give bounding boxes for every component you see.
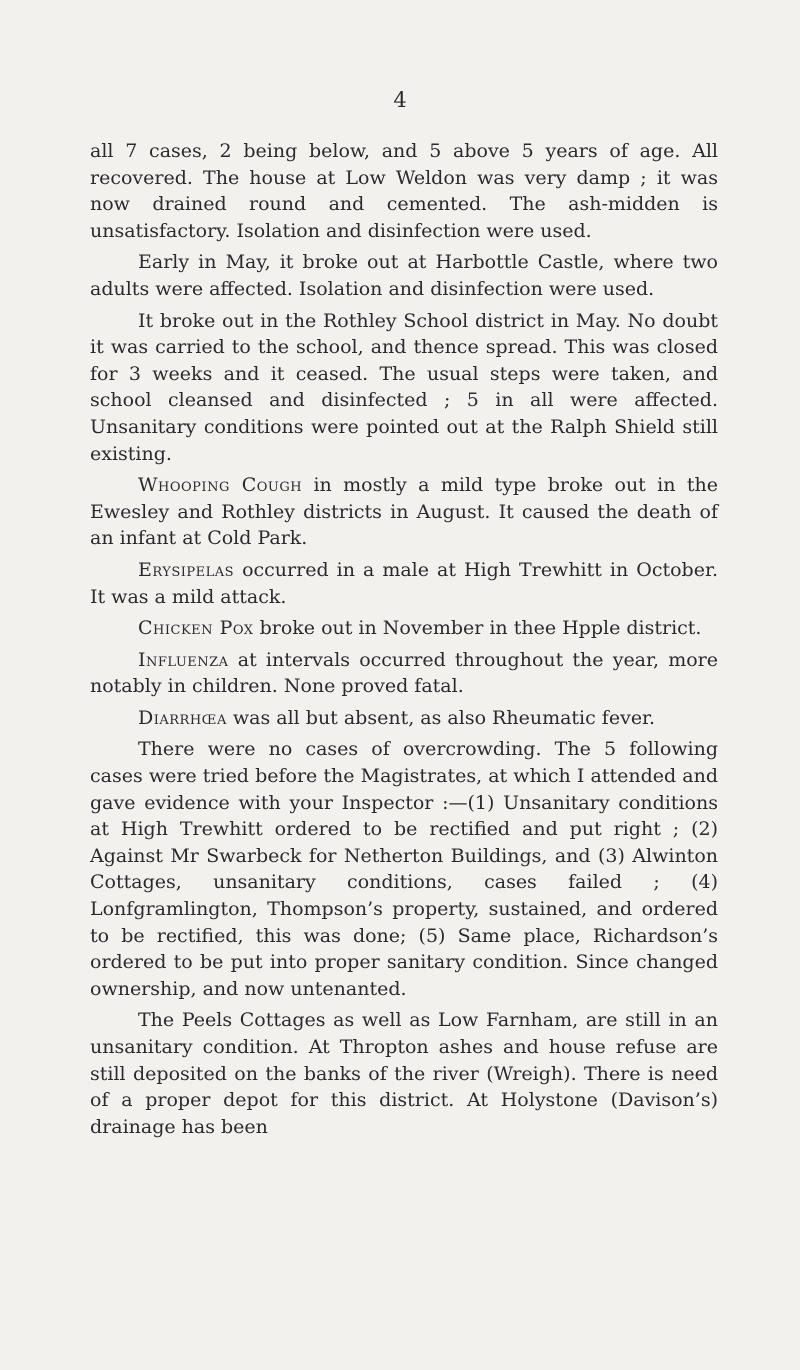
- paragraph-3: [90, 308, 718, 468]
- paragraph-text: There were no cases of overcrowding. The 5 following cases were tried before the Magistrates, at which I attended and gave evidence with your Inspector :—(1) Unsanitary conditions at High Trewhitt ordered to be rectified and put right ; (2) Against Mr Swarbeck for Netherton Buildings, and (3) Alwinton Cottages, unsanitary conditions, cases failed ; (4) Lonfgramlington, Thompson’s property, sustained, and ordered to be rectified, this was done; (5) Same place, Richardson’s ordered to be put into proper sanitary condition. Since changed ownership, and now untenanted.: [90, 738, 718, 1000]
- paragraph-text: all 7 cases, 2 being below, and 5 above 5 years of age. All recovered. The house at Low Weldon was very damp ; it was now drained round and cemented. The ash-midden is unsatisfactory. Isolation and disinfection were used.: [90, 140, 718, 242]
- paragraph-whooping-cough: [90, 472, 718, 552]
- paragraph-overcrowding: [90, 736, 718, 1002]
- paragraph-text: The Peels Cottages as well as Low Farnham, are still in an unsanitary condition. At Thropton ashes and house refuse are still deposited on the banks of the river (Wreigh). There is need of a proper depot for this district. At Holystone (Davison’s) drainage has been: [90, 1009, 718, 1138]
- paragraph-1: [90, 138, 718, 244]
- paragraph-diarrhoea: [90, 705, 718, 732]
- paragraph-chicken-pox: [90, 615, 718, 642]
- paragraph-text: in mostly a mild type broke out in the Ewesley and Rothley districts in August. It caused the death of an infant at Cold Park.: [90, 474, 718, 550]
- paragraph-text: at intervals occurred throughout the year, more notably in children. None proved fatal.: [90, 648, 718, 698]
- paragraph-text: Early in May, it broke out at Harbottle Castle, where two adults were affected. Isolation and disinfection were used.: [90, 251, 718, 300]
- disease-heading: Whooping Cough: [138, 474, 303, 497]
- disease-heading: Influenza: [138, 648, 229, 671]
- paragraph-text: was all but absent, as also Rheumatic fever.: [226, 706, 656, 729]
- paragraph-text: It broke out in the Rothley School district in May. No doubt it was carried to the school, and thence spread. This was closed for 3 weeks and it ceased. The usual steps were taken, and school cleansed and disinfected ; 5 in all were affected. Unsanitary conditions were pointed out at the Ralph Shield still existing.: [90, 309, 718, 465]
- paragraph-text: broke out in November in thee Hpple district.: [253, 617, 702, 640]
- disease-heading: Diarrhœa: [138, 706, 227, 729]
- paragraph-influenza: [90, 647, 718, 700]
- disease-heading: Erysipelas: [138, 558, 235, 581]
- paragraph-2: [90, 249, 718, 302]
- page-number: 4: [393, 88, 407, 112]
- paragraph-peels-cottages: [90, 1007, 718, 1140]
- disease-heading: Chicken Pox: [138, 617, 254, 640]
- body-text: [90, 138, 718, 1145]
- paragraph-text: occurred in a male at High Trewhitt in October. It was a mild attack.: [90, 558, 718, 608]
- paragraph-erysipelas: [90, 557, 718, 610]
